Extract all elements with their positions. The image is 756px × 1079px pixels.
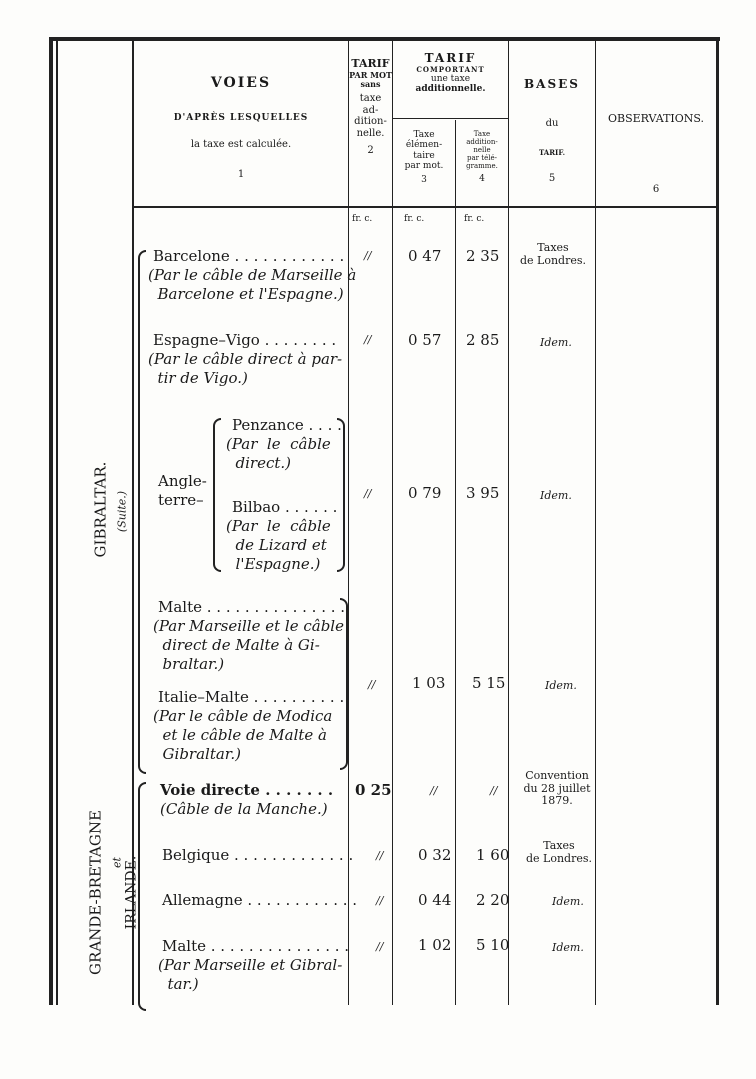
- col6-number: 6: [652, 183, 660, 195]
- left-border-outer: [49, 37, 53, 1005]
- malte-col3: 1 03: [412, 674, 446, 692]
- col2-header: [349, 58, 392, 157]
- angleterre-col2: //: [364, 487, 372, 500]
- col34-header: [393, 52, 508, 95]
- voie-directe-note: (Câble de la Manche.): [160, 800, 328, 818]
- col34-line: une taxe: [430, 73, 471, 84]
- allemagne-col4: 2 20: [476, 891, 510, 909]
- italie-malte-name: Italie–Malte . . . . . . . . . .: [158, 688, 345, 706]
- belgique-col2: //: [376, 849, 384, 862]
- angleterre-brace: [213, 418, 221, 572]
- col4-divider: [455, 120, 456, 1005]
- col1-header: [134, 75, 348, 180]
- barcelone-col2: //: [364, 249, 372, 262]
- belgique-col4: 1 60: [476, 846, 510, 864]
- col4-line: gramme.: [466, 162, 498, 171]
- belgique-col3: 0 32: [418, 846, 452, 864]
- vigo-name: Espagne–Vigo . . . . . . . .: [153, 331, 337, 349]
- col2-line: sans: [360, 78, 381, 89]
- col2-line: nelle.: [356, 127, 385, 139]
- belgique-basis: Taxes de Londres.: [525, 839, 592, 865]
- col2-line: dition-: [354, 116, 387, 128]
- col3-line: Taxe: [413, 130, 435, 140]
- col5-sub1: du: [545, 117, 559, 129]
- col3-line: par mot.: [404, 161, 444, 172]
- col5-title: BASES: [524, 77, 580, 91]
- barcelone-note: (Par le câble de Marseille à Barcelone et l'Espagne.): [148, 266, 357, 304]
- bilbao-name: Bilbao . . . . . .: [232, 498, 338, 516]
- vigo-basis: Idem.: [540, 336, 572, 349]
- col1-title: VOIES: [210, 75, 272, 91]
- col4-header: [456, 130, 508, 185]
- col2-line: ad-: [362, 104, 379, 116]
- col2-line: PAR MOT: [349, 69, 392, 80]
- col1-number: 1: [237, 168, 245, 180]
- col4-line: Taxe: [473, 130, 491, 138]
- malte-gb-col4: 5 10: [476, 936, 510, 954]
- col5-sub2: TARIF.: [538, 148, 566, 158]
- col4-line: addition-: [466, 138, 498, 147]
- gb-label: GRANDE-BRETAGNE: [86, 810, 105, 975]
- malte-name: Malte . . . . . . . . . . . . . . .: [158, 598, 346, 616]
- right-border: [716, 37, 719, 1005]
- col34-subrule: [393, 118, 508, 119]
- unit-col4: fr. c.: [464, 214, 485, 224]
- col6-header: [596, 113, 716, 195]
- malte-gb-name: Malte . . . . . . . . . . . . . . .: [162, 937, 350, 955]
- col5-header: [509, 78, 595, 185]
- vigo-col2: //: [364, 333, 372, 346]
- col1-sub2: la taxe est calculée.: [190, 139, 292, 151]
- vigo-col3: 0 57: [408, 331, 442, 349]
- col2-number: 2: [367, 145, 374, 157]
- barcelone-col4: 2 35: [466, 247, 500, 265]
- col1-sub1: D'APRÈS LESQUELLES: [173, 113, 309, 124]
- unit-col2: fr. c.: [352, 214, 373, 224]
- col3-line: élémen-: [405, 140, 443, 151]
- vigo-col4: 2 85: [466, 331, 500, 349]
- col34-line: additionnelle.: [415, 84, 486, 95]
- top-border: [50, 37, 720, 41]
- voie-directe-basis: Convention du 28 juillet 1879.: [523, 769, 591, 808]
- left-border-inner: [56, 37, 58, 1005]
- ireland-label: IRLANDE.: [123, 855, 140, 930]
- voie-directe-col4: //: [490, 784, 498, 797]
- gb-et-label: et: [110, 857, 124, 868]
- col2-line: taxe: [359, 93, 382, 105]
- allemagne-col3: 0 44: [418, 891, 452, 909]
- belgique-name: Belgique . . . . . . . . . . . . .: [162, 846, 354, 864]
- bilbao-note: (Par le câble de Lizard et l'Espagne.): [226, 517, 331, 574]
- malte-col2: //: [368, 678, 376, 691]
- gibraltar-label: GIBRALTAR.: [91, 461, 110, 558]
- col4-line: par télé-: [467, 154, 497, 163]
- group-label-gibraltar: [91, 450, 110, 570]
- col3-line: taire: [413, 150, 435, 161]
- angleterre-right-brace: [337, 418, 345, 572]
- gb-brace: [138, 782, 146, 1011]
- col3-number: 3: [421, 175, 427, 186]
- malte-right-brace: [340, 598, 348, 770]
- group-label-ireland: [121, 838, 140, 948]
- malte-gb-col2: //: [376, 940, 384, 953]
- barcelone-basis: Taxes de Londres.: [519, 241, 586, 267]
- voie-directe-name: Voie directe . . . . . . .: [160, 781, 334, 799]
- vigo-note: (Par le câble direct à par- tir de Vigo.): [148, 350, 343, 388]
- malte-gb-col3: 1 02: [418, 936, 452, 954]
- voie-directe-col2: 0 25: [355, 781, 392, 799]
- gibraltar-sub-label: (Suite.): [115, 490, 129, 533]
- angleterre-basis: Idem.: [540, 489, 572, 502]
- malte-note: (Par Marseille et le câble direct de Malte à Gi- braltar.): [153, 617, 344, 674]
- barcelone-col3: 0 47: [408, 247, 442, 265]
- angleterre-name1: Angle-: [158, 472, 207, 490]
- unit-col3: fr. c.: [404, 214, 425, 224]
- malte-gb-note: (Par Marseille et Gibral- tar.): [158, 956, 343, 994]
- col6-title: OBSERVATIONS.: [607, 112, 705, 125]
- col4-line: nelle: [473, 146, 491, 155]
- malte-gb-basis: Idem.: [552, 941, 584, 954]
- angleterre-col4: 3 95: [466, 484, 500, 502]
- malte-col4: 5 15: [472, 674, 506, 692]
- allemagne-col2: //: [376, 894, 384, 907]
- penzance-note: (Par le câble direct.): [226, 435, 331, 473]
- col4-number: 4: [479, 174, 485, 185]
- barcelone-name: Barcelone . . . . . . . . . . . .: [153, 247, 345, 265]
- angleterre-name2: terre–: [158, 491, 204, 509]
- voie-directe-col3: //: [430, 784, 438, 797]
- col5-number: 5: [548, 173, 556, 185]
- header-rule: [134, 206, 716, 208]
- penzance-name: Penzance . . . .: [232, 416, 342, 434]
- gibraltar-brace: [138, 250, 146, 774]
- col34-line: TARIF: [424, 51, 477, 65]
- group-label-gibraltar-sub: [111, 462, 130, 562]
- group-label-gb: [86, 788, 105, 998]
- col3-header: [393, 130, 455, 186]
- angleterre-col3: 0 79: [408, 484, 442, 502]
- col2-line: TARIF: [351, 57, 390, 70]
- italie-malte-note: (Par le câble de Modica et le câble de Malte à Gibraltar.): [153, 707, 333, 764]
- allemagne-name: Allemagne . . . . . . . . . . . .: [162, 891, 358, 909]
- malte-basis: Idem.: [545, 679, 577, 692]
- col34-line: COMPORTANT: [416, 64, 485, 74]
- allemagne-basis: Idem.: [552, 895, 584, 908]
